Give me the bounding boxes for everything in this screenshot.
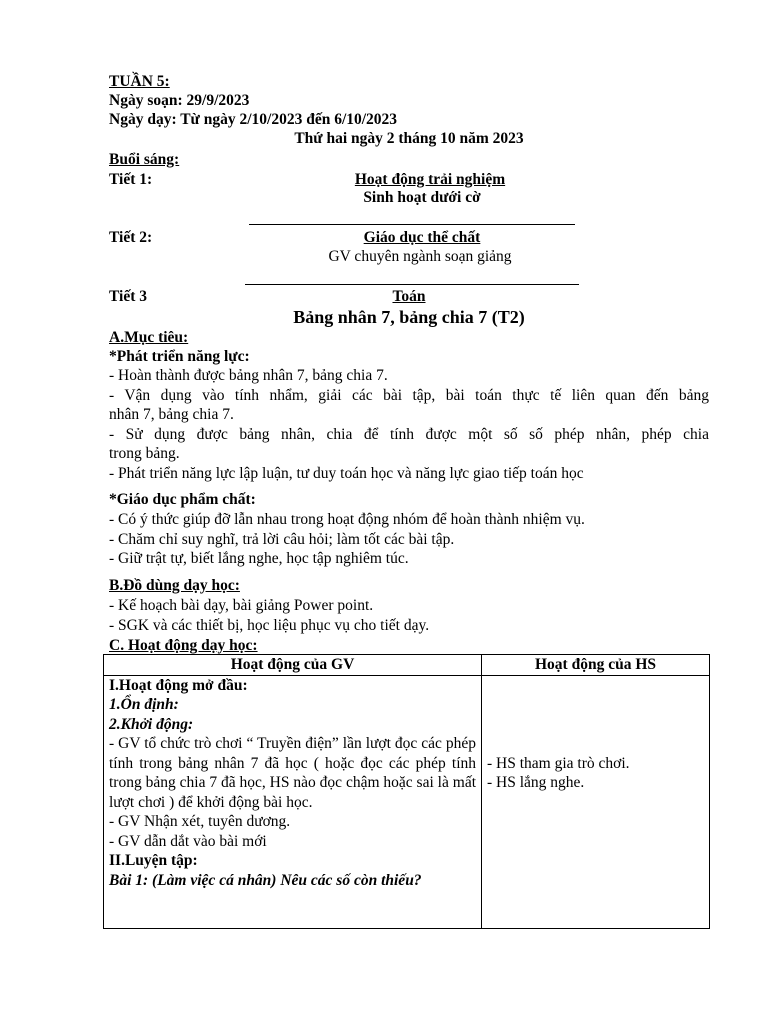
part-1-heading: I.Hoạt động mở đầu: <box>109 676 248 694</box>
day-title: Thứ hai ngày 2 tháng 10 năm 2023 <box>294 130 524 147</box>
period-1-note: Sinh hoạt dưới cờ <box>363 189 481 206</box>
feedback-text: - GV Nhận xét, tuyên dương. <box>109 813 291 830</box>
part-2-heading: II.Luyện tập: <box>109 852 198 869</box>
period-2-label: Tiết 2: <box>109 229 153 246</box>
competence-item: trong bảng. <box>109 445 180 462</box>
divider-1 <box>249 224 575 225</box>
activities-table <box>103 654 710 929</box>
lesson-title: Bảng nhân 7, bảng chia 7 (T2) <box>293 307 525 327</box>
section-b-title: B.Đồ dùng dạy học: <box>109 577 240 594</box>
table-header-row <box>104 655 710 676</box>
competence-item: - Sử dụng được bảng nhân, chia để tính được một số số phép nhân, phép chia <box>109 425 709 443</box>
period-3-subject: Toán <box>392 288 426 305</box>
competence-item: nhân 7, bảng chia 7. <box>109 406 234 423</box>
section-a-title: A.Mục tiêu: <box>109 329 189 346</box>
warmup-game-text: - GV tổ chức trò chơi “ Truyền điện” lần lượt đọc các phép tính trong bảng nhân 7 đã học ( hoặc đọc các phép tính trong bảng chia 7 đã học, HS nào đọc chậm hoặc sai là mất lượt chơi ) để khởi động bài học. <box>109 735 476 811</box>
period-3-label: Tiết 3 <box>109 288 148 305</box>
hs-activity-cell <box>482 675 710 928</box>
competence-title: *Phát triển năng lực: <box>109 348 250 365</box>
quality-list <box>109 510 709 569</box>
column-header-gv: Hoạt động của GV <box>104 655 482 676</box>
hs-listen-text: - HS lắng nghe. <box>487 774 585 791</box>
period-2-subject: Giáo dục thể chất <box>363 229 481 246</box>
materials-item: - SGK và các thiết bị, học liệu phục vụ cho tiết dạy. <box>109 616 430 634</box>
week-label: TUẦN 5: <box>109 73 170 90</box>
period-2-note: GV chuyên ngành soạn giảng <box>328 248 512 265</box>
hs-play-text: - HS tham gia trò chơi. <box>487 754 630 772</box>
lead-in-text: - GV dẫn dắt vào bài mới <box>109 832 267 850</box>
materials-item: - Kế hoạch bài dạy, bài giảng Power point. <box>109 597 374 614</box>
competence-list <box>109 366 709 483</box>
gv-activity-cell <box>104 675 482 928</box>
quality-item: - Giữ trật tự, biết lắng nghe, học tập nghiêm túc. <box>109 550 409 567</box>
quality-item: - Chăm chỉ suy nghĩ, trả lời câu hỏi; làm tốt các bài tập. <box>109 530 455 548</box>
competence-item: - Vận dụng vào tính nhẩm, giải các bài tập, bài toán thực tế liên quan đến bảng <box>109 386 709 404</box>
session-label: Buổi sáng: <box>109 151 180 168</box>
column-header-hs: Hoạt động của HS <box>482 655 710 676</box>
quality-title: *Giáo dục phẩm chất: <box>109 491 256 508</box>
teaching-dates: Ngày dạy: Từ ngày 2/10/2023 đến 6/10/2023 <box>109 111 398 128</box>
table-row <box>104 675 710 928</box>
step-1-heading: 1.Ổn định: <box>109 696 179 713</box>
prepared-date: Ngày soạn: 29/9/2023 <box>109 92 250 109</box>
competence-item: - Phát triển năng lực lập luận, tư duy toán học và năng lực giao tiếp toán học <box>109 464 584 482</box>
materials-list <box>109 596 709 635</box>
divider-2 <box>245 284 579 285</box>
section-c-title: C. Hoạt động dạy học: <box>109 637 258 654</box>
quality-item: - Có ý thức giúp đỡ lẫn nhau trong hoạt động nhóm để hoàn thành nhiệm vụ. <box>109 511 585 528</box>
period-1-subject: Hoạt động trải nghiệm <box>354 171 506 188</box>
step-2-heading: 2.Khởi động: <box>109 715 194 733</box>
period-1-label: Tiết 1: <box>109 171 153 188</box>
competence-item: - Hoàn thành được bảng nhân 7, bảng chia 7. <box>109 367 388 384</box>
exercise-1-heading: Bài 1: (Làm việc cá nhân) Nêu các số còn thiếu? <box>109 871 422 889</box>
